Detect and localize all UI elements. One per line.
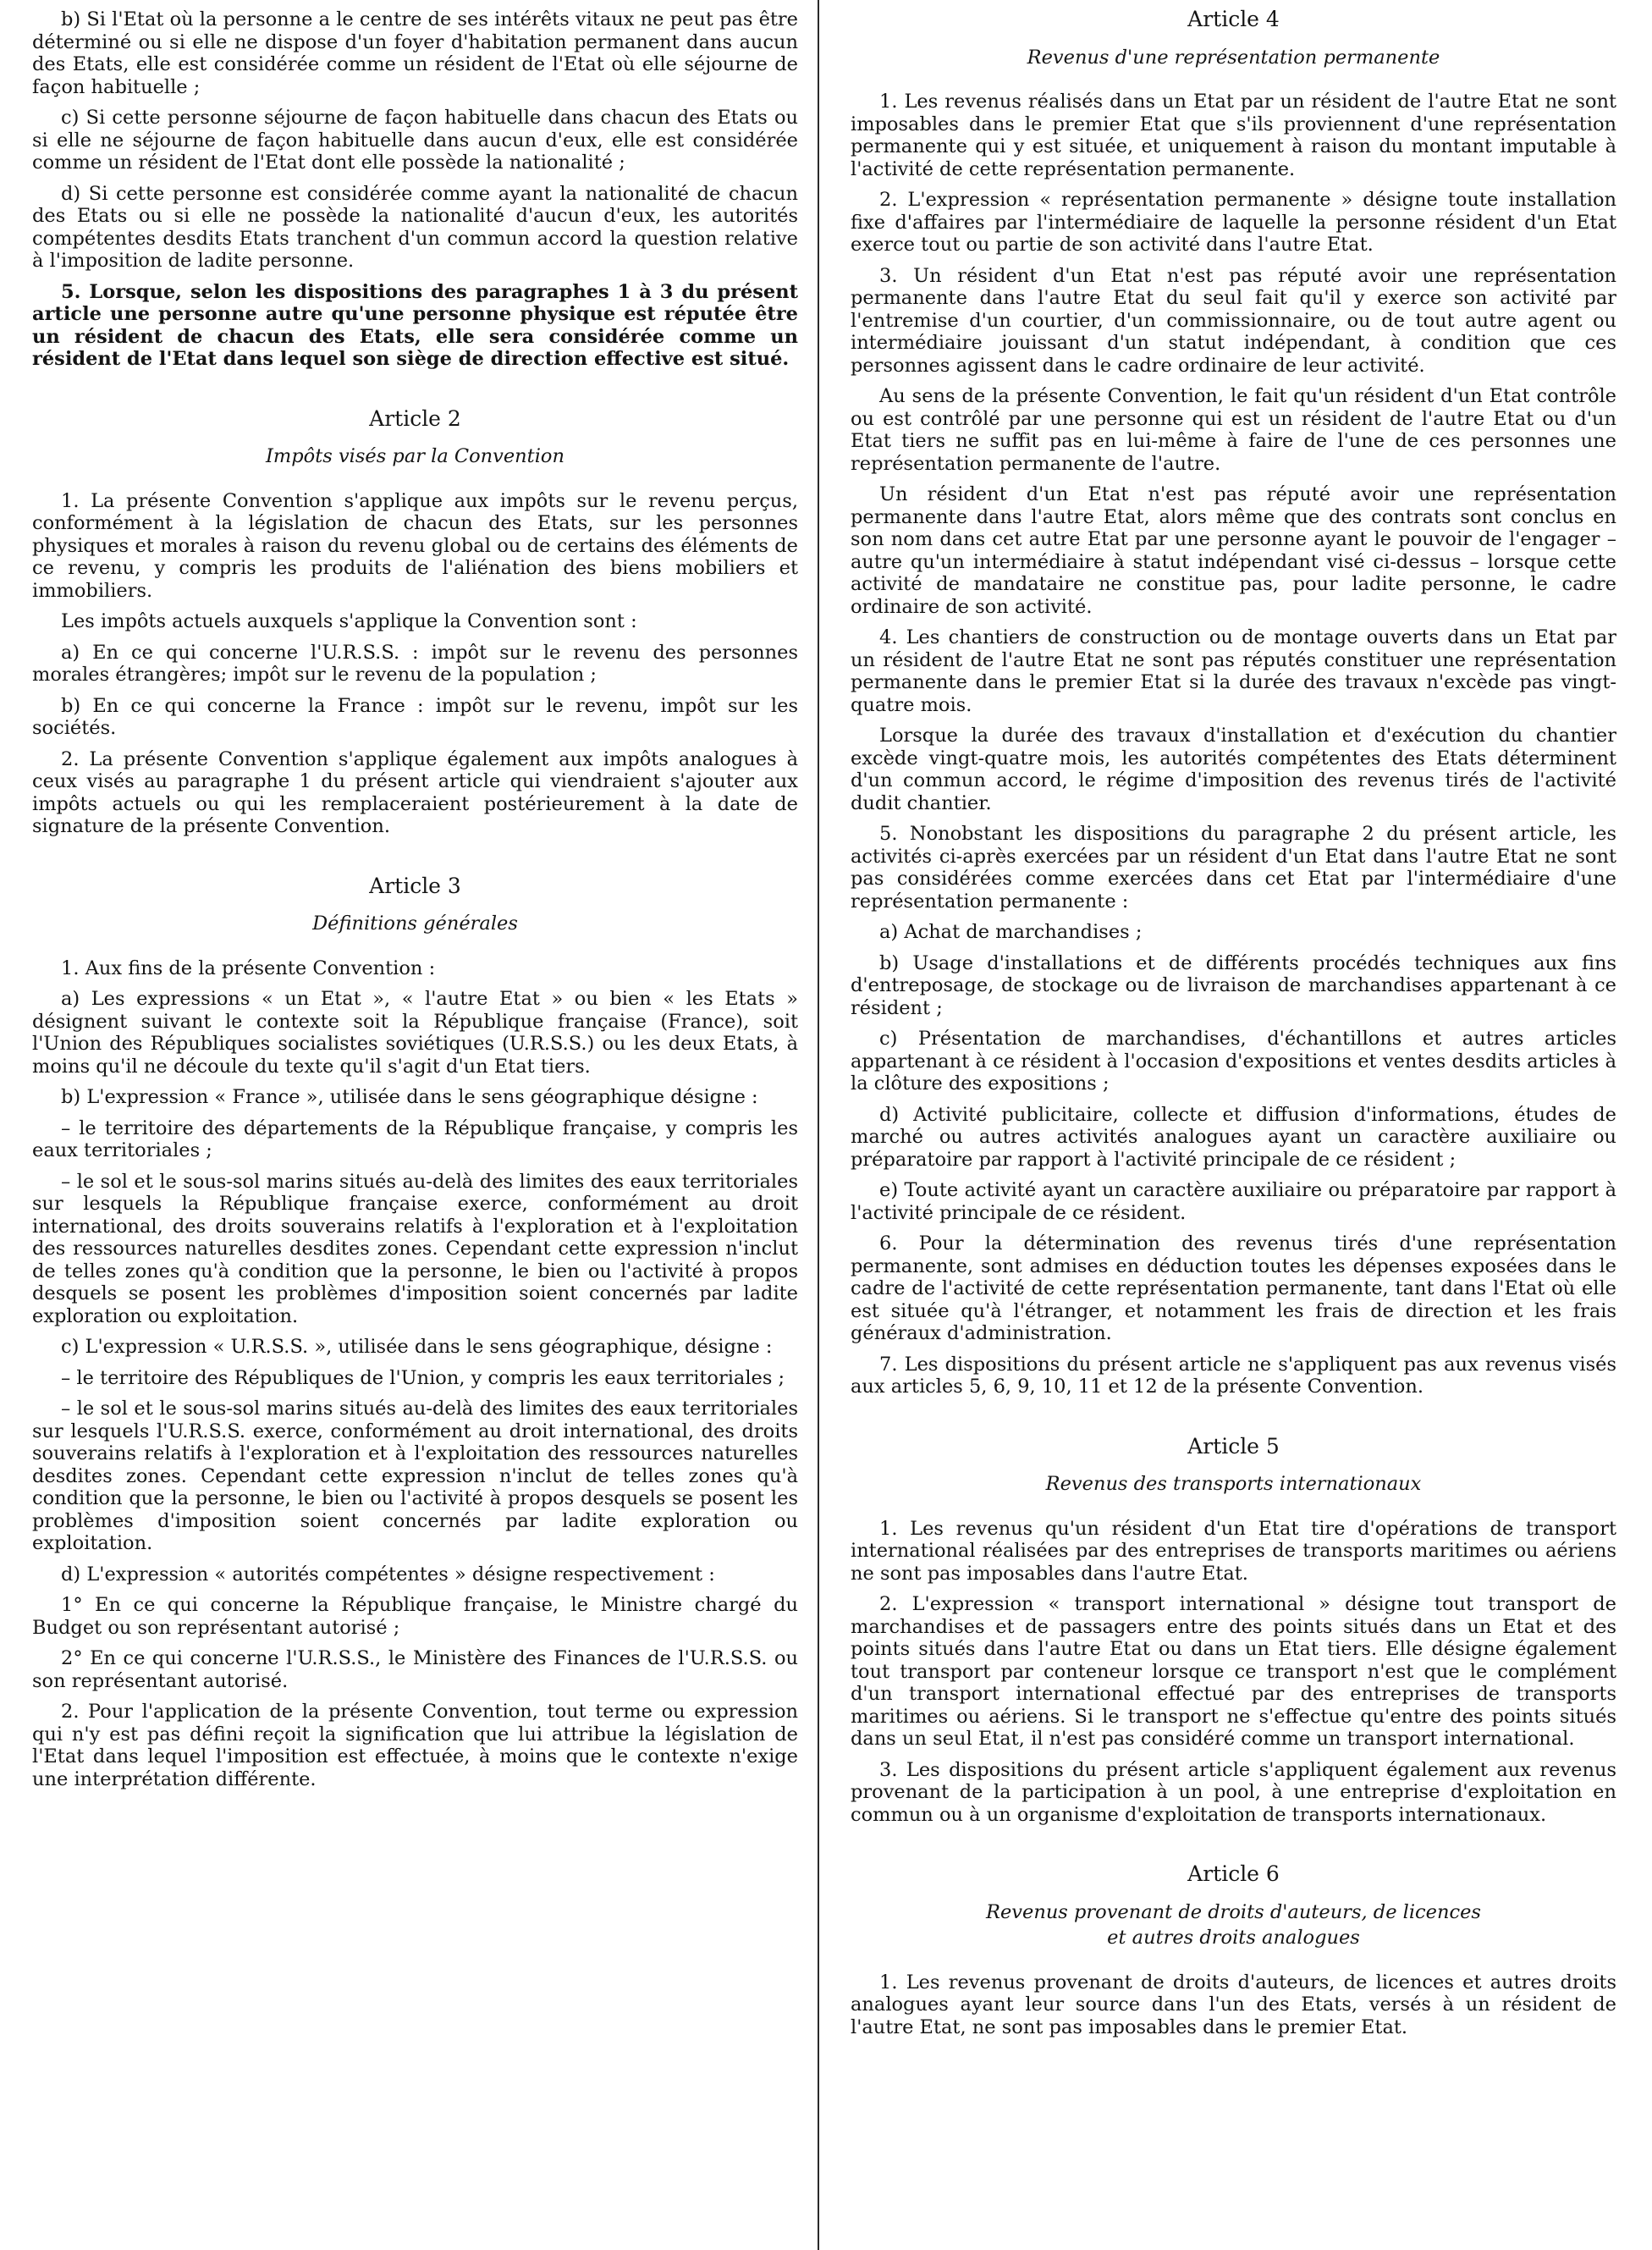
paragraph: c) L'expression « U.R.S.S. », utilisée dans le sens géographique, désigne :	[61, 1336, 773, 1358]
paragraph: 2. L'expression « transport international » désigne tout transport de marchandises et de passagers entre des points situés dans un Etat et des points situés dans l'autre Etat ou dans un Etat tiers. Elle désigne également tout transport par conteneur lorsque ce transport n'est que le complément d'un transport international effectué par des entreprises de transports maritimes ou aériens. Si le transport ne s'effectue qu'entre des points situés dans un seul Etat, il n'est pas considéré comme un transport international.	[851, 1593, 1616, 1750]
article-6-heading: Article 6	[1187, 1861, 1280, 1886]
article-6-subtitle-line1: Revenus provenant de droits d'auteurs, de licences	[986, 1900, 1481, 1923]
paragraph: b) Usage d'installations et de différents procédés techniques aux fins d'entreposage, de stockage ou de livraison de marchandises appartenant à ce résident ;	[851, 951, 1616, 1019]
right-column	[851, 8, 1616, 2047]
article-6-subtitle-line2: et autres droits analogues	[1107, 1927, 1360, 1949]
paragraph: a) En ce qui concerne l'U.R.S.S. : impôt sur le revenu des personnes morales étrangères; impôt sur le revenu de la population ;	[32, 641, 798, 686]
article-3-subtitle: Définitions générales	[312, 913, 518, 935]
paragraph: – le territoire des Républiques de l'Union, y compris les eaux territoriales ;	[61, 1366, 785, 1389]
paragraph: 2° En ce qui concerne l'U.R.S.S., le Ministère des Finances de l'U.R.S.S. ou son représentant autorisé.	[32, 1647, 798, 1692]
paragraph: 1. Les revenus réalisés dans un Etat par un résident de l'autre Etat ne sont imposables dans le premier Etat que s'ils proviennent d'une représentation permanente qui y est située, et uniquement à raison du montant imputable à l'activité de cette représentation permanente.	[851, 91, 1616, 180]
paragraph: d) Activité publicitaire, collecte et diffusion d'informations, études de marché ou autres activités analogues ayant un caractère auxiliaire ou préparatoire par rapport à l'activité principale de ce résident ;	[851, 1103, 1616, 1171]
paragraph: 1. Les revenus qu'un résident d'un Etat tire d'opérations de transport international réalisées par des entreprises de transports maritimes ou aériens ne sont pas imposables dans l'autre Etat.	[851, 1517, 1616, 1585]
paragraph: – le sol et le sous-sol marins situés au-delà des limites des eaux territoriales sur lesquels l'U.R.S.S. exerce, conformément au droit international, des droits souverains relatifs à l'exploration et à l'exploitation des ressources naturelles desdites zones. Cependant cette expression n'inclut de telles zones qu'à condition que la personne, le bien ou l'activité à propos desquels se posent les problèmes d'imposition soient concernés par ladite exploration ou exploitation.	[32, 1398, 798, 1554]
paragraph: – le territoire des départements de la République française, y compris les eaux territoriales ;	[32, 1117, 798, 1161]
paragraph: b) Si l'Etat où la personne a le centre de ses intérêts vitaux ne peut pas être déterminé ou si elle ne dispose d'un foyer d'habitation permanent dans aucun des Etats, elle est considérée comme un résident de l'Etat où elle séjourne de façon habituelle ;	[32, 8, 798, 98]
paragraph: a) Achat de marchandises ;	[879, 921, 1143, 943]
paragraph: 1. Aux fins de la présente Convention :	[61, 957, 436, 979]
paragraph: b) L'expression « France », utilisée dans le sens géographique désigne :	[61, 1086, 758, 1108]
paragraph: d) L'expression « autorités compétentes » désigne respectivement :	[61, 1563, 715, 1585]
paragraph: c) Si cette personne séjourne de façon habituelle dans chacun des Etats ou si elle ne séjourne de façon habituelle dans aucun d'eux, elle est considérée comme un résident de l'Etat dont elle possède la nationalité ;	[32, 107, 798, 174]
paragraph: Les impôts actuels auxquels s'applique la Convention sont :	[61, 610, 637, 632]
paragraph: 3. Un résident d'un Etat n'est pas réputé avoir une représentation permanente dans l'autre Etat du seul fait qu'il y exerce son activité par l'entremise d'un courtier, d'un commissionnaire, ou de tout autre agent ou intermédiaire jouissant d'un statut indépendant, à condition que ces personnes agissent dans le cadre ordinaire de leur activité.	[851, 264, 1616, 377]
article-2-heading: Article 2	[369, 405, 461, 431]
paragraph: 6. Pour la détermination des revenus tirés d'une représentation permanente, sont admises en déduction toutes les dépenses exposées dans le cadre de l'activité de cette représentation permanente, tant dans l'Etat où elle est située qu'à l'étranger, et notamment les frais de direction et les frais généraux d'administration.	[851, 1233, 1616, 1344]
paragraph: c) Présentation de marchandises, d'échantillons et autres articles appartenant à ce résident à l'occasion d'expositions et ventes desdits articles à la clôture des expositions ;	[851, 1028, 1616, 1095]
paragraph: 4. Les chantiers de construction ou de montage ouverts dans un Etat par un résident de l'autre Etat ne sont pas réputés constituer une représentation permanente dans le premier Etat si la durée des travaux n'excède pas vingt-quatre mois.	[851, 626, 1616, 716]
paragraph: 3. Les dispositions du présent article s'appliquent également aux revenus provenant de la participation à un pool, à une entreprise d'exploitation en commun ou à un organisme d'exploitation de transports internationaux.	[851, 1758, 1616, 1826]
paragraph: 1. La présente Convention s'applique aux impôts sur le revenu perçus, conformément à la législation de chacun des Etats, sur les personnes physiques et morales à raison du revenu global ou de certains des éléments de ce revenu, y compris les produits de l'aliénation des biens mobiliers et immobiliers.	[32, 489, 798, 602]
paragraph: 1° En ce qui concerne la République française, le Ministre chargé du Budget ou son représentant autorisé ;	[32, 1594, 798, 1639]
paragraph: a) Les expressions « un Etat », « l'autre Etat » ou bien « les Etats » désignent suivant le contexte soit la République française (France), soit l'Union des Républiques socialistes soviétiques (U.R.S.S.) ou les deux Etats, à moins qu'il ne découle du texte qu'il s'agit d'un Etat tiers.	[32, 988, 798, 1078]
paragraph: e) Toute activité ayant un caractère auxiliaire ou préparatoire par rapport à l'activité principale de ce résident.	[851, 1179, 1616, 1224]
paragraph: b) En ce qui concerne la France : impôt sur le revenu, impôt sur les sociétés.	[32, 694, 798, 739]
paragraph: 5. Lorsque, selon les dispositions des paragraphes 1 à 3 du présent article une personne autre qu'une personne physique est réputée être un résident de chacun des Etats, elle sera considérée comme un résident de l'Etat dans lequel son siège de direction effective est situé.	[32, 280, 798, 370]
article-4-heading: Article 4	[1187, 7, 1280, 31]
article-2-subtitle: Impôts visés par la Convention	[266, 445, 564, 467]
article-3-heading: Article 3	[369, 873, 461, 898]
left-column	[32, 8, 798, 1799]
paragraph: Lorsque la durée des travaux d'installation et d'exécution du chantier excède vingt-quatre mois, les autorités compétentes des Etats déterminent d'un commun accord, le régime d'imposition des revenus tirés de l'activité dudit chantier.	[851, 725, 1616, 814]
paragraph: 1. Les revenus provenant de droits d'auteurs, de licences et autres droits analogues ayant leur source dans l'un des Etats, versés à un résident de l'autre Etat, ne sont pas imposables dans le premier Etat.	[851, 1971, 1616, 2038]
paragraph: 5. Nonobstant les dispositions du paragraphe 2 du présent article, les activités ci-après exercées par un résident d'un Etat dans l'autre Etat ne sont pas considérées comme exercées dans cet Etat par l'intermédiaire d'une représentation permanente :	[851, 823, 1616, 913]
paragraph: 2. Pour l'application de la présente Convention, tout terme ou expression qui n'y est pas défini reçoit la signification que lui attribue la législation de l'Etat dans lequel l'imposition est effectuée, à moins que le contexte n'exige une interprétation différente.	[32, 1701, 798, 1790]
paragraph: – le sol et le sous-sol marins situés au-delà des limites des eaux territoriales sur lesquels la République française exerce, conformément au droit international, des droits souverains relatifs à l'exploration et à l'exploitation des ressources naturelles desdites zones. Cependant cette expression n'inclut de telles zones qu'à condition que la personne, le bien ou l'activité à propos desquels se posent les problèmes d'imposition soient concernés par ladite exploration ou exploitation.	[32, 1170, 798, 1327]
paragraph: 7. Les dispositions du présent article ne s'appliquent pas aux revenus visés aux articles 5, 6, 9, 10, 11 et 12 de la présente Convention.	[851, 1353, 1616, 1398]
paragraph: 2. La présente Convention s'applique également aux impôts analogues à ceux visés au paragraphe 1 du présent article qui viendraient s'ajouter aux impôts actuels ou qui les remplaceraient postérieurement à la date de signature de la présente Convention.	[32, 747, 798, 837]
paragraph: Un résident d'un Etat n'est pas réputé avoir une représentation permanente dans l'autre Etat, alors même que des contrats sont conclus en son nom dans cet autre Etat par une personne ayant le pouvoir de l'engager – autre qu'un intermédiaire à statut indépendant visé ci-dessus – lorsque cette activité de mandataire ne constitue pas, pour ladite personne, le cadre ordinaire de son activité.	[851, 483, 1616, 618]
column-divider	[818, 0, 819, 2250]
paragraph: Au sens de la présente Convention, le fait qu'un résident d'un Etat contrôle ou est contrôlé par une personne qui est un résident de l'autre Etat ou d'un Etat tiers ne suffit pas en lui-même à faire de l'une de ces personnes une représentation permanente de l'autre.	[851, 385, 1616, 475]
article-4-subtitle: Revenus d'une représentation permanente	[1027, 46, 1440, 69]
paragraph: 2. L'expression « représentation permanente » désigne toute installation fixe d'affaires par l'intermédiaire de laquelle la personne résident d'un Etat exerce tout ou partie de son activité dans l'autre Etat.	[851, 189, 1616, 256]
article-5-subtitle: Revenus des transports internationaux	[1045, 1473, 1422, 1495]
article-5-heading: Article 5	[1187, 1433, 1280, 1459]
paragraph: d) Si cette personne est considérée comme ayant la nationalité de chacun des Etats ou si elle ne possède la nationalité d'aucun d'eux, les autorités compétentes desdits Etats tranchent d'un commun accord la question relative à l'imposition de ladite personne.	[32, 182, 798, 272]
